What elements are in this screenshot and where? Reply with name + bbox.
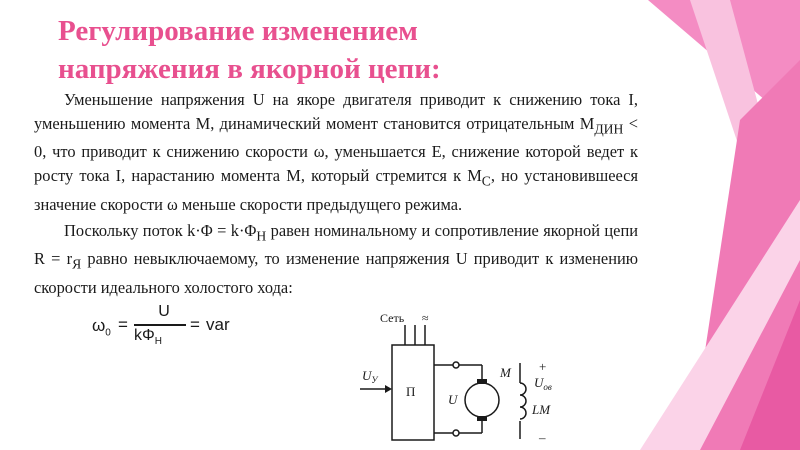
formula-den-main: kΦ (134, 327, 155, 344)
uov-main: U (534, 375, 544, 390)
p1-sub-2: C (481, 173, 491, 189)
paragraph-voltage-reduction (34, 88, 638, 217)
field-minus: – (539, 430, 546, 445)
field-winding-label: LM (532, 402, 551, 417)
ideal-speed-formula (92, 300, 230, 350)
slide-title (58, 12, 618, 88)
p1-text-3: , но установившееся значение скорости ω меньше скорости предыдущего режима. (34, 166, 638, 214)
motor-brush-top (477, 379, 487, 384)
field-voltage-label (534, 375, 552, 392)
terminal-bottom (453, 430, 459, 436)
p1-sub-1: ДИН (594, 120, 624, 136)
formula-equals-1: = (118, 315, 128, 334)
p1-text-1: Уменьшение напряжения U на якоре двигателя приводит к снижению тока I, уменьшению момента M, динамический момент становится отрицательным M (34, 90, 638, 133)
armature-voltage-label: U (448, 392, 458, 407)
motor-label: M (500, 365, 511, 380)
p2-text-3: равно невыключаемому, то изменение напряжения U приводит к изменению скорости идеального холостого хода: (34, 249, 638, 298)
title-line-2: напряжения в якорной цепи: (58, 53, 441, 85)
circuit-diagram (350, 305, 600, 450)
converter-label: П (406, 384, 416, 399)
p1-text-2: < 0, что приводит к снижению скорости ω, уменьшается E, снижение которой ведет к росту тока I, нарастанию момента M, который стремится к M (34, 113, 638, 186)
formula-omega (92, 316, 111, 338)
slide-body (34, 88, 638, 300)
uy-sub: У (371, 375, 378, 385)
formula-omega-sub: 0 (105, 327, 111, 339)
p2-sub-1: Н (256, 227, 267, 243)
formula-equals-2: = (190, 315, 200, 334)
motor-symbol (465, 383, 499, 417)
p2-sub-2: Я (72, 256, 82, 272)
ac-symbol: ≈ (422, 311, 429, 325)
field-plus: + (539, 359, 547, 374)
formula-result: var (206, 315, 230, 334)
formula-omega-symbol: ω (92, 316, 106, 335)
formula-numerator: U (158, 303, 170, 320)
field-winding-coil (520, 383, 526, 419)
motor-brush-bottom (477, 416, 487, 421)
title-line-1: Регулирование изменением (58, 15, 418, 47)
formula-den-sub: Н (154, 336, 162, 348)
terminal-top (453, 362, 459, 368)
net-label: Сеть (380, 311, 405, 325)
paragraph-flux-constant (34, 219, 638, 300)
p2-text-2: равен номинальному и сопротивление якорной цепи R = r (34, 220, 639, 269)
control-arrow-head (385, 385, 392, 393)
p2-text-1: Поскольку поток k·Φ = k·Φ (64, 220, 257, 240)
control-voltage-label (362, 368, 378, 385)
formula-fraction-bar (134, 324, 186, 326)
uov-sub: ов (543, 382, 552, 392)
formula-denominator (134, 327, 162, 347)
uy-main: U (362, 368, 372, 383)
